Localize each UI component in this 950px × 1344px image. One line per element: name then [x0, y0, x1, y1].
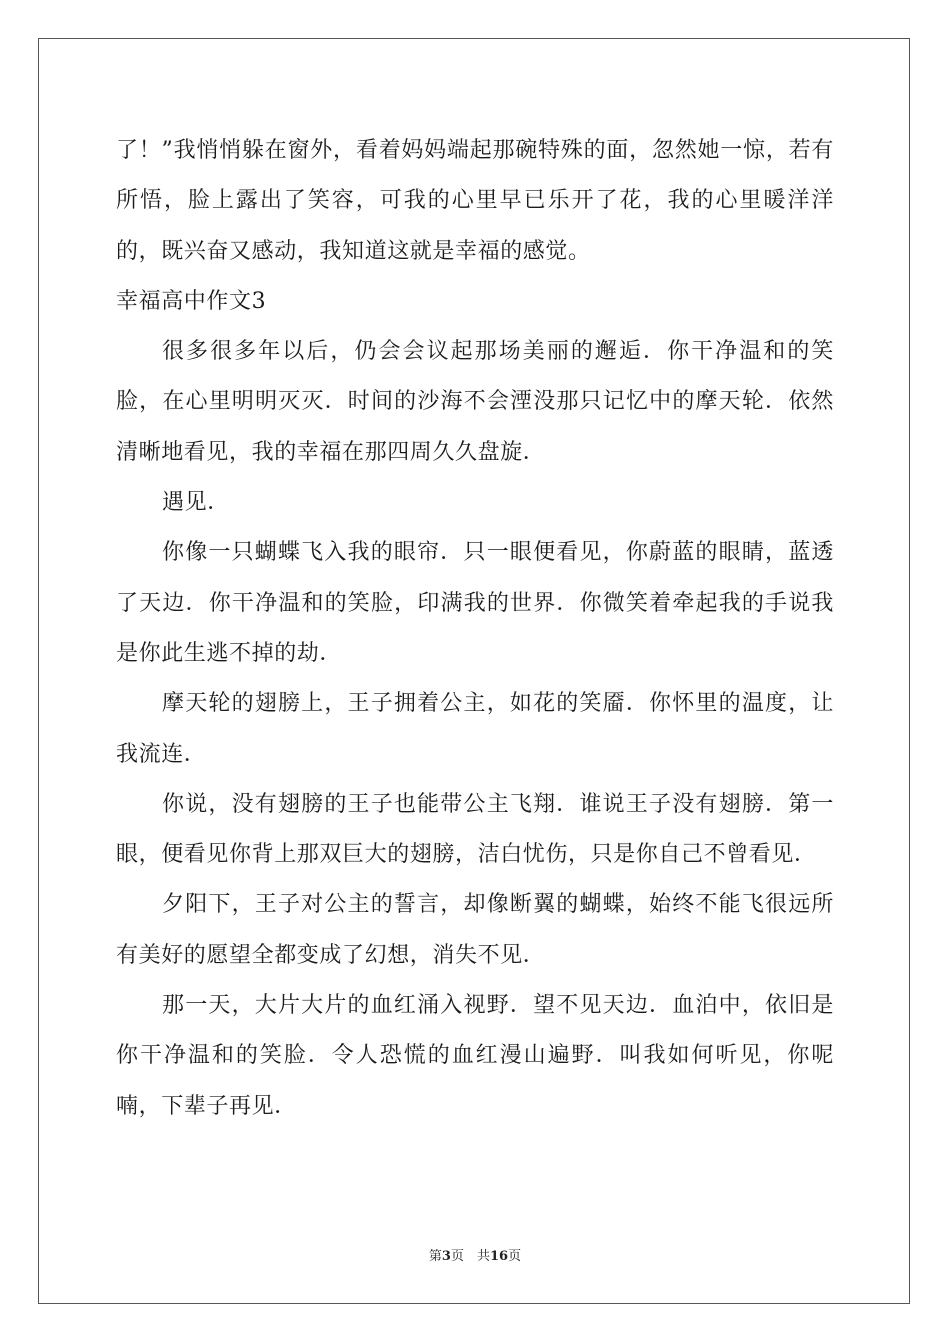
footer-prefix: 第 [428, 1249, 442, 1264]
paragraph: 那一天，大片大片的血红涌入视野．望不见天边．血泊中，依旧是你干净温和的笑脸．令人恐慌的血红漫山遍野．叫我如何听见，你呢喃，下辈子再见． [116, 993, 834, 1119]
total-pages-number: 16 [489, 1249, 509, 1264]
current-page-number: 3 [441, 1249, 451, 1264]
section-heading: 幸福高中作文3 [116, 288, 267, 314]
paragraph: 你像一只蝴蝶飞入我的眼帘．只一眼便看见，你蔚蓝的眼睛，蓝透了天边．你干净温和的笑脸，印满我的世界．你微笑着牵起我的手说我是你此生逃不掉的劫． [116, 540, 834, 666]
paragraph: 你说，没有翅膀的王子也能带公主飞翔．谁说王子没有翅膀．第一眼，便看见你背上那双巨大的翅膀，洁白忧伤，只是你自己不曾看见． [116, 791, 834, 868]
paragraph: 很多很多年以后，仍会会议起那场美丽的邂逅．你干净温和的笑脸，在心里明明灭灭．时间的沙海不会湮没那只记忆中的摩天轮．依然清晰地看见，我的幸福在那四周久久盘旋． [116, 339, 834, 465]
paragraph-continuation: 了！”我悄悄躲在窗外，看着妈妈端起那碗特殊的面，忽然她一惊，若有所悟，脸上露出了笑容，可我的心里早已乐开了花，我的心里暖洋洋的，既兴奋又感动，我知道这就是幸福的感觉。 [116, 138, 834, 264]
page-footer [0, 1245, 950, 1264]
paragraph: 夕阳下，王子对公主的誓言，却像断翼的蝴蝶，始终不能飞很远所有美好的愿望全都变成了幻想，消失不见． [116, 892, 834, 968]
paragraph: 摩天轮的翅膀上，王子拥着公主，如花的笑靥．你怀里的温度，让我流连． [116, 691, 834, 767]
footer-mid: 页 共 [450, 1249, 490, 1264]
footer-suffix: 页 [508, 1249, 522, 1264]
document-body [116, 126, 834, 1132]
paragraph: 遇见． [162, 490, 230, 516]
